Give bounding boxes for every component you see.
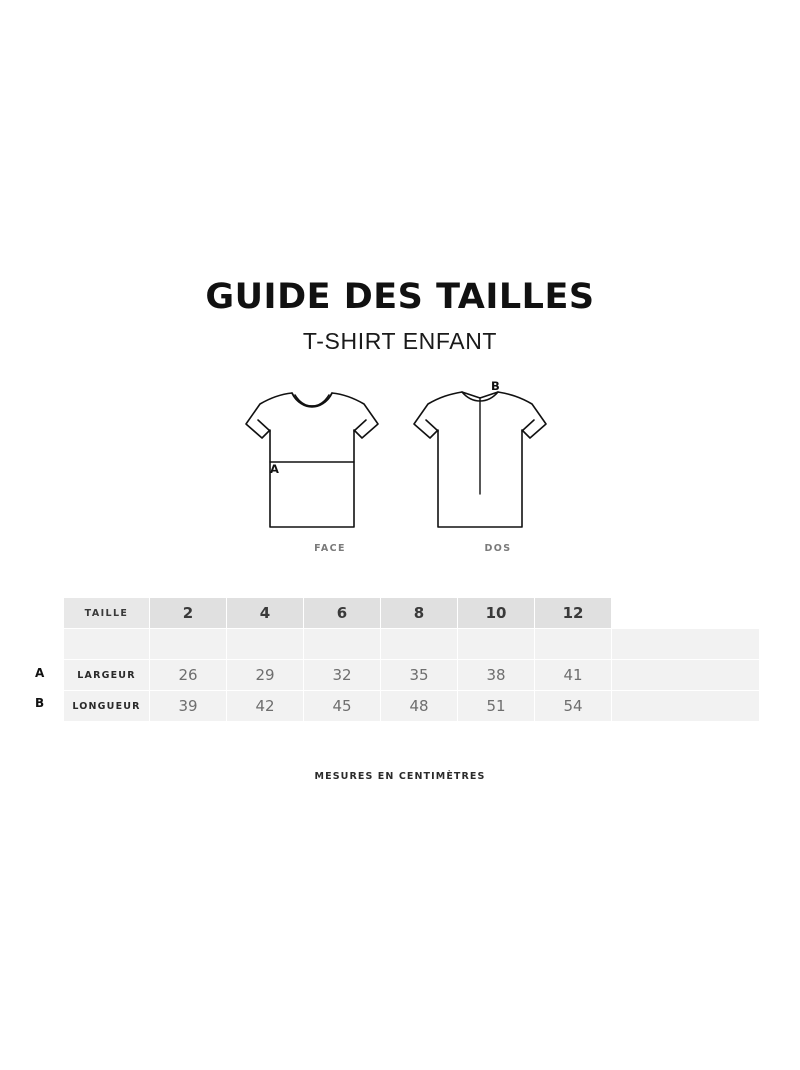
longueur-value-6: 54 — [535, 691, 612, 722]
largeur-value-6: 41 — [535, 660, 612, 691]
header-filler — [612, 598, 760, 629]
longueur-value-2: 42 — [227, 691, 304, 722]
page-subtitle: T-SHIRT ENFANT — [302, 328, 498, 354]
front-caption: FACE — [314, 543, 346, 554]
header-taille: TAILLE — [64, 598, 150, 629]
largeur-value-3: 32 — [304, 660, 381, 691]
spacer-cell — [227, 629, 304, 660]
largeur-value-2: 29 — [227, 660, 304, 691]
page-title: GUIDE DES TAILLES — [205, 277, 595, 317]
tshirt-front-icon — [246, 393, 378, 527]
longueur-value-3: 45 — [304, 691, 381, 722]
table-spacer-row — [64, 629, 760, 660]
largeur-value-1: 26 — [150, 660, 227, 691]
measure-marker-b-back: B — [491, 379, 500, 393]
header-size-2: 4 — [227, 598, 304, 629]
largeur-value-5: 38 — [458, 660, 535, 691]
row-label-largeur: LARGEUR — [64, 660, 150, 691]
table-header-row — [64, 598, 760, 629]
longueur-value-5: 51 — [458, 691, 535, 722]
row-label-longueur: LONGUEUR — [64, 691, 150, 722]
header-size-3: 6 — [304, 598, 381, 629]
header-size-6: 12 — [535, 598, 612, 629]
spacer-cell — [64, 629, 150, 660]
row-marker-a: A — [35, 666, 45, 680]
tshirt-illustration — [0, 372, 800, 547]
size-table-wrapper — [63, 597, 760, 722]
spacer-cell — [612, 629, 760, 660]
measurement-note: MESURES EN CENTIMÈTRES — [314, 771, 486, 782]
spacer-cell — [458, 629, 535, 660]
spacer-cell — [304, 629, 381, 660]
measure-marker-a-front: A — [270, 462, 279, 476]
header-size-5: 10 — [458, 598, 535, 629]
spacer-cell — [150, 629, 227, 660]
header-size-1: 2 — [150, 598, 227, 629]
longueur-value-4: 48 — [381, 691, 458, 722]
back-caption: DOS — [484, 543, 512, 554]
row-marker-b: B — [35, 696, 45, 710]
spacer-cell — [381, 629, 458, 660]
table-row — [64, 691, 760, 722]
largeur-value-4: 35 — [381, 660, 458, 691]
table-row — [64, 660, 760, 691]
largeur-filler — [612, 660, 760, 691]
longueur-value-1: 39 — [150, 691, 227, 722]
header-size-4: 8 — [381, 598, 458, 629]
spacer-cell — [535, 629, 612, 660]
size-table — [63, 597, 760, 722]
longueur-filler — [612, 691, 760, 722]
tshirt-back-icon — [414, 392, 546, 527]
